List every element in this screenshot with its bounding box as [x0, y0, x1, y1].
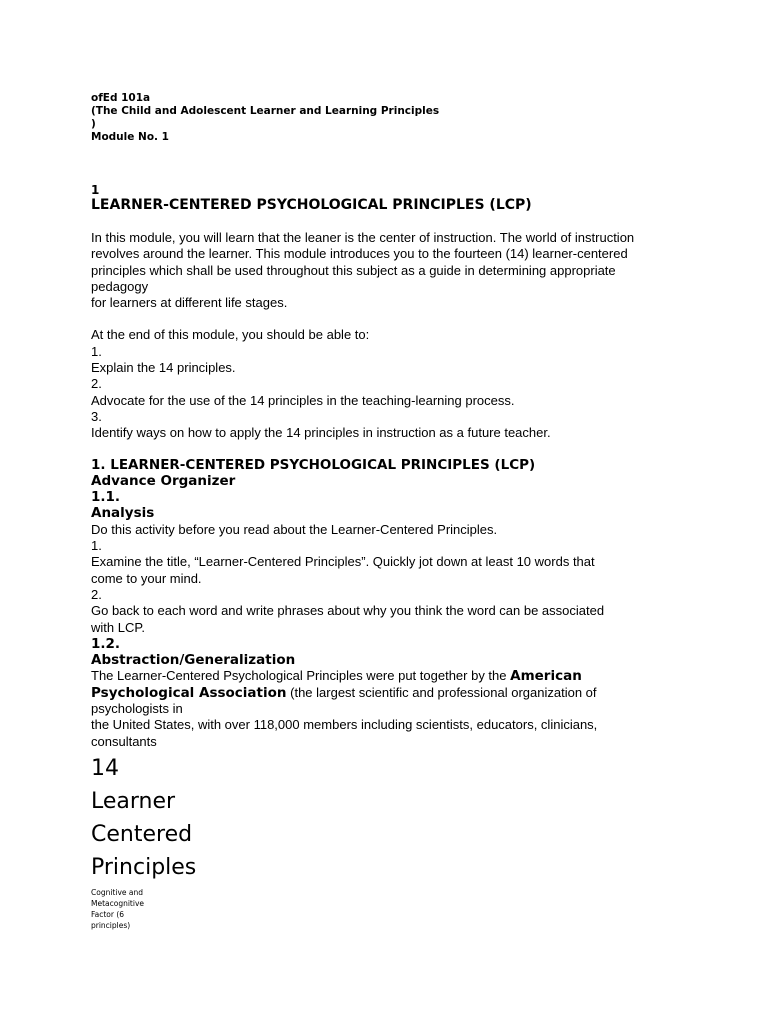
principles-graphic: [91, 752, 691, 931]
graphic-small-line: Cognitive and: [91, 887, 143, 897]
activity-number: 1.: [91, 538, 102, 554]
intro-line: for learners at different life stages.: [91, 295, 288, 311]
organization-name: American: [510, 668, 582, 685]
graphic-big-line: Centered: [91, 821, 193, 847]
section-heading: 1. LEARNER-CENTERED PSYCHOLOGICAL PRINCIPLES (LCP): [91, 456, 536, 473]
course-code: ofEd 101a: [91, 92, 151, 104]
course-title: (The Child and Adolescent Learner and Learning Principles: [91, 105, 440, 117]
intro-paragraph: [91, 230, 691, 311]
objective-number: 1.: [91, 343, 102, 359]
objective-number: 3.: [91, 408, 102, 424]
subsection-number: 1.1.: [91, 489, 121, 506]
activity-text: with LCP.: [91, 619, 145, 635]
abstraction-line: the United States, with over 118,000 members including scientists, educators, clinicians,: [91, 717, 598, 733]
abstraction-line: consultants: [91, 733, 157, 749]
graphic-big-line: Learner: [91, 788, 176, 814]
objective-text: Advocate for the use of the 14 principles in the teaching-learning process.: [91, 392, 515, 408]
abstraction-text: The Learner-Centered Psychological Principles were put together by the: [91, 668, 511, 684]
objectives-lead: At the end of this module, you should be able to:: [91, 327, 370, 343]
abstraction-paragraph: [91, 668, 691, 684]
objective-number: 2.: [91, 376, 102, 392]
graphic-small-line: Factor (6: [91, 909, 125, 919]
abstraction-line: [91, 685, 691, 701]
subheading-advance-organizer: Advance Organizer: [91, 472, 236, 489]
objective-text: Explain the 14 principles.: [91, 360, 236, 376]
graphic-big-line: 14: [91, 755, 119, 781]
subsection-title: Analysis: [91, 505, 155, 522]
subsection-title: Abstraction/Generalization: [91, 652, 296, 669]
abstraction-text: (the largest scientific and professional organization of: [286, 684, 597, 700]
module-number: Module No. 1: [91, 131, 169, 143]
activity-text: Examine the title, “Learner-Centered Principles”. Quickly jot down at least 10 words that: [91, 554, 595, 570]
intro-line: In this module, you will learn that the leaner is the center of instruction. The world of instruction: [91, 230, 635, 245]
abstraction-line: psychologists in: [91, 701, 183, 717]
document-header: [91, 92, 691, 144]
document-page: [91, 92, 691, 931]
course-title-close: ): [91, 118, 96, 130]
objectives: [91, 327, 691, 441]
intro-line: pedagogy: [91, 278, 149, 294]
graphic-small-line: principles): [91, 920, 131, 930]
graphic-big-line: Principles: [91, 854, 197, 880]
section-1: [91, 457, 691, 750]
objective-text: Identify ways on how to apply the 14 principles in instruction as a future teacher.: [91, 425, 551, 441]
intro-line: principles which shall be used throughout this subject as a guide in determining appropriate: [91, 262, 616, 278]
intro-line: revolves around the learner. This module introduces you to the fourteen (14) learner-centered: [91, 246, 628, 262]
activity-number: 2.: [91, 586, 102, 602]
activity-text: come to your mind.: [91, 570, 202, 586]
activity-lead: Do this activity before you read about the Learner-Centered Principles.: [91, 521, 498, 537]
section-number: 1: [91, 183, 100, 197]
subsection-number: 1.2.: [91, 635, 121, 652]
page-title: LEARNER-CENTERED PSYCHOLOGICAL PRINCIPLES (LCP): [91, 197, 532, 213]
organization-name: Psychological Association: [91, 684, 287, 701]
graphic-small-line: Metacognitive: [91, 898, 145, 908]
activity-text: Go back to each word and write phrases about why you think the word can be associated: [91, 603, 605, 619]
